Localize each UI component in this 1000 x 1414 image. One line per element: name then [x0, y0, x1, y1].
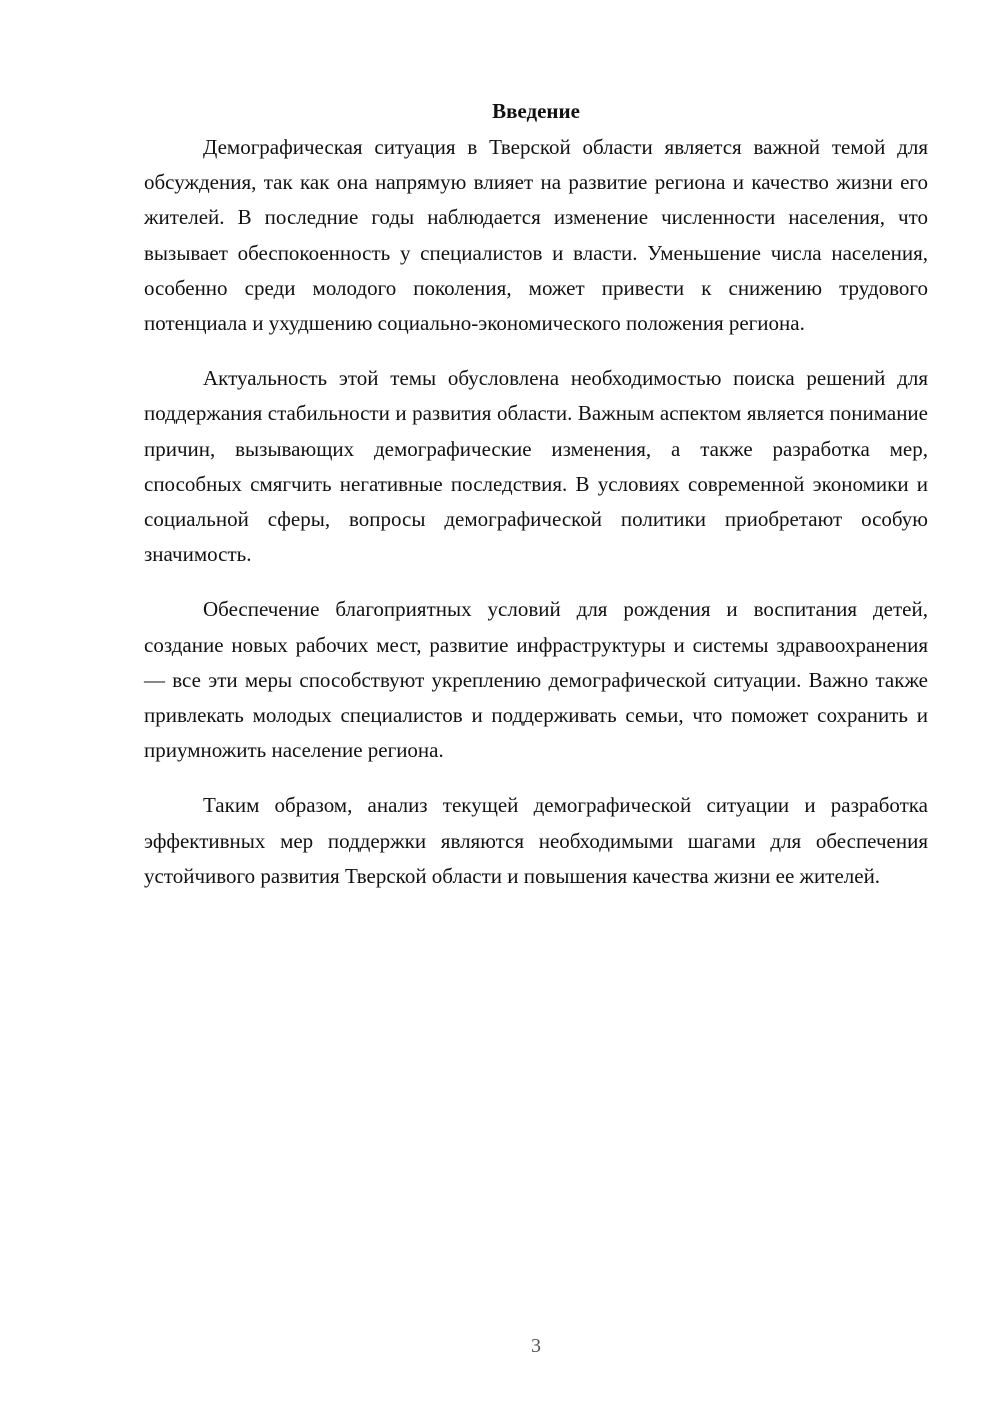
page-content [144, 96, 928, 914]
paragraph: Демографическая ситуация в Тверской области является важной темой для обсуждения, так как она напрямую влияет на развитие региона и качество жизни его жителей. В последние годы наблюдается изменение численности населения, что вызывает обеспокоенность у специалистов и власти. Уменьшение числа населения, особенно среди молодого поколения, может привести к снижению трудового потенциала и ухудшению социально-экономического положения региона. [144, 135, 928, 336]
paragraph: Таким образом, анализ текущей демографической ситуации и разработка эффективных мер поддержки являются необходимыми шагами для обеспечения устойчивого развития Тверской области и повышения качества жизни ее жителей. [144, 793, 928, 888]
paragraph: Актуальность этой темы обусловлена необходимостью поиска решений для поддержания стабильности и развития области. Важным аспектом является понимание причин, вызывающих демографические изменения, а также разработка мер, способных смягчить негативные последствия. В условиях современной экономики и социальной сферы, вопросы демографической политики приобретают особую значимость. [144, 366, 928, 567]
page-number: 3 [531, 1335, 541, 1357]
section-title: Введение [492, 99, 580, 123]
paragraph: Обеспечение благоприятных условий для рождения и воспитания детей, создание новых рабочих мест, развитие инфраструктуры и системы здравоохранения — все эти меры способствуют укреплению демографической ситуации. Важно также привлекать молодых специалистов и поддерживать семьи, что поможет сохранить и приумножить население региона. [144, 597, 928, 763]
